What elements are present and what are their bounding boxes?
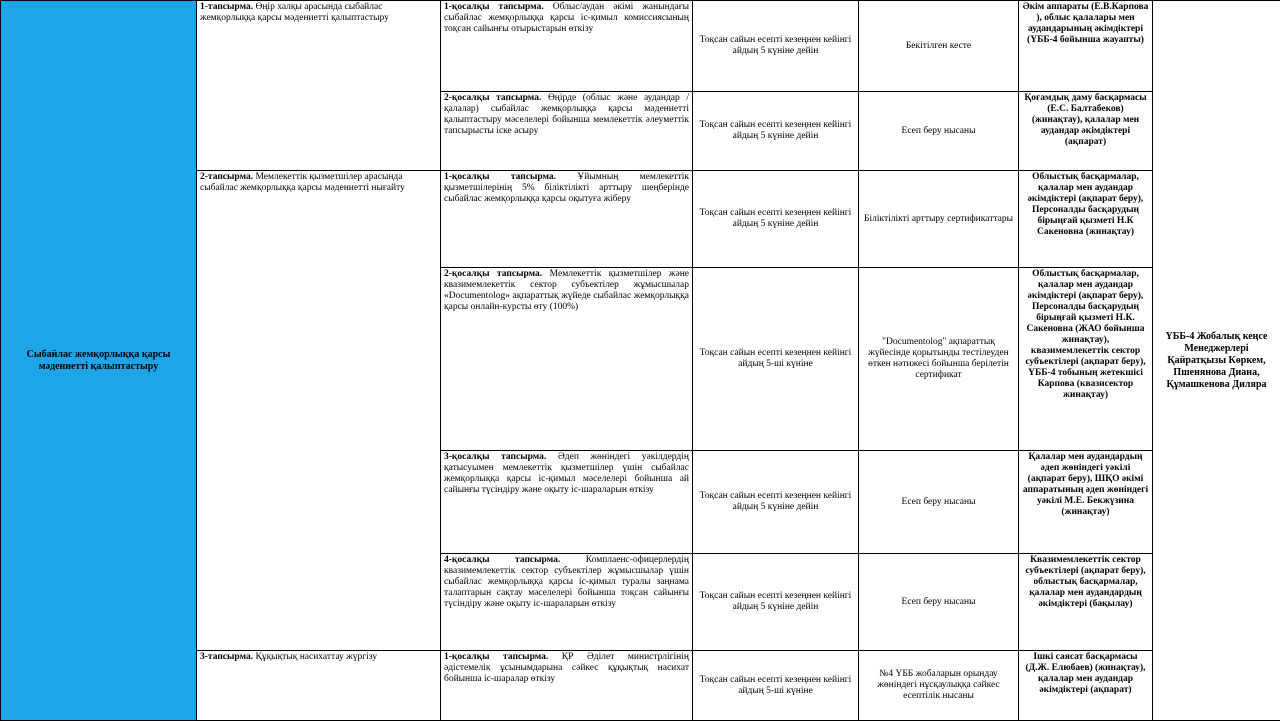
task-cell: 3-тапсырма. Құқықтық насихаттау жүргізу xyxy=(197,651,441,721)
report-form-cell: Есеп беру нысаны xyxy=(859,451,1019,554)
manager-cell: ҮББ-4 Жобалық кеңсе Менеджерлері Қайратқызы Көркем, Пшенянова Диана, Құмашкенова Диляра xyxy=(1153,1,1280,721)
subtask-cell: 2-қосалқы тапсырма. Мемлекеттік қызметшілер және квазимемлекеттік сектор субъектілер жұмысшылар «Documentolog» ақпараттық жүйеде сыбайлас жемқорлыққа қарсы онлайн-курсты өту (100%) xyxy=(441,268,693,451)
table-row xyxy=(1,1,1280,92)
responsible-cell: Ішкі саясат басқармасы (Д.Ж. Елюбаев) (жинақтау), қалалар мен аудандар әкімдіктері (ақпарат) xyxy=(1019,651,1153,721)
deadline-cell: Тоқсан сайын есепті кезеңнен кейінгі айдың 5 күніне дейін xyxy=(693,171,859,268)
subtask-cell: 3-қосалқы тапсырма. Әдеп жөніндегі уәкілдердің қатысуымен мемлекеттік қызметшілер үшін сыбайлас жемқорлыққа қарсы іс-қимыл мәселелері бойынша ай сайынғы түсіндіру және оқыту іс-шараларын өткізу xyxy=(441,451,693,554)
report-form-cell: Есеп беру нысаны xyxy=(859,554,1019,651)
task-cell: 1-тапсырма. Өңір халқы арасында сыбайлас жемқорлыққа қарсы мәдениетті қалыптастыру xyxy=(197,1,441,171)
deadline-cell: Тоқсан сайын есепті кезеңнен кейінгі айдың 5-ші күніне xyxy=(693,268,859,451)
subtask-cell: 1-қосалқы тапсырма. Облыс/аудан әкімі жанындағы сыбайлас жемқорлыққа қарсы іс-қимыл комиссиясының тоқсан сайынғы отырыстарын өткізу xyxy=(441,1,693,92)
subtask-cell: 1-қосалқы тапсырма. ҚР Әділет министрлігінің әдістемелік ұсынымдарына сәйкес құқықтық насихат бойынша іс-шаралар өткізу xyxy=(441,651,693,721)
report-form-cell: "Documentolog" ақпараттық жүйесінде қорытынды тестілеуден өткен нәтижесі бойынша берілетін сертификат xyxy=(859,268,1019,451)
subtask-cell: 2-қосалқы тапсырма. Өңірде (облыс және аудандар /қалалар) сыбайлас жемқорлыққа қарсы мәдениетті қалыптастыру мәселелері бойынша мемлекеттік әлеуметтік тапсырысты іске асыру xyxy=(441,92,693,171)
responsible-cell: Қалалар мен аудандардың әдеп жөніндегі уәкілі (ақпарат беру), ШҚО әкімі аппаратының әдеп жөніндегі уәкілі М.Е. Бекжүзина (жинақтау) xyxy=(1019,451,1153,554)
deadline-cell: Тоқсан сайын есепті кезеңнен кейінгі айдың 5 күніне дейін xyxy=(693,554,859,651)
deadline-cell: Тоқсан сайын есепті кезеңнен кейінгі айдың 5 күніне дейін xyxy=(693,1,859,92)
responsible-cell: Облыстық басқармалар, қалалар мен аудандар әкімдіктері (ақпарат беру), Персоналды басқарудың бірыңғай қызметі Н.К. Сакеновна (ЖАО бойынша жинақтау), квазимемлекеттік сектор субъектілері (ақпарат беру), ҮББ-4 тобының жетекшісі Карпова (квазисектор жинақтау) xyxy=(1019,268,1153,451)
report-form-cell: Біліктілікті арттыру сертификаттары xyxy=(859,171,1019,268)
subtask-cell: 4-қосалқы тапсырма. Комплаенс-офицерлердің квазимемлекеттік сектор субъектілер жұмысшылар үшін сыбайлас жемқорлыққа қарсы іс-қимыл туралы заңнама талаптарын сақтау мәселелері бойынша тоқсан сайынғы түсіндіру және оқыту іс-шараларын өткізу xyxy=(441,554,693,651)
deadline-cell: Тоқсан сайын есепті кезеңнен кейінгі айдың 5-ші күніне xyxy=(693,651,859,721)
report-form-cell: Есеп беру нысаны xyxy=(859,92,1019,171)
responsible-cell: Қоғамдық даму басқармасы (Е.С. Балтабеков) (жинақтау), қалалар мен аудандар әкімдіктері (ақпарат) xyxy=(1019,92,1153,171)
responsible-cell: Квазимемлекеттік сектор субъектілері (ақпарат беру), облыстық басқармалар, қалалар мен аудандардың әкімдіктері (бақылау) xyxy=(1019,554,1153,651)
responsible-cell: Әкім аппараты (Е.В.Карпова ), облыс қалалары мен аудандарының әкімдіктері (ҮББ-4 бойынша жауапты) xyxy=(1019,1,1153,92)
task-cell: 2-тапсырма. Мемлекеттік қызметшілер арасында сыбайлас жемқорлыққа қарсы мәдениетті нығайту xyxy=(197,171,441,651)
deadline-cell: Тоқсан сайын есепті кезеңнен кейінгі айдың 5 күніне дейін xyxy=(693,451,859,554)
report-form-cell: №4 ҮББ жобаларын орындау жөніндегі нұсқаулыққа сәйкес есептілік нысаны xyxy=(859,651,1019,721)
subtask-cell: 1-қосалқы тапсырма. Ұйымның мемлекеттік қызметшілерінің 5% біліктілікті арттыру шеңберінде сыбайлас жемқорлыққа қарсы оқытуға жіберу xyxy=(441,171,693,268)
direction-cell: Сыбайлас жемқорлыққа қарсы мәдениетті қалыптастыру xyxy=(1,1,197,721)
report-form-cell: Бекітілген кесте xyxy=(859,1,1019,92)
responsible-cell: Облыстық басқармалар, қалалар мен аудандар әкімдіктері (ақпарат беру), Персоналды басқарудың бірыңғай қызметі Н.К Сакеновна (жинақтау) xyxy=(1019,171,1153,268)
deadline-cell: Тоқсан сайын есепті кезеңнен кейінгі айдың 5 күніне дейін xyxy=(693,92,859,171)
